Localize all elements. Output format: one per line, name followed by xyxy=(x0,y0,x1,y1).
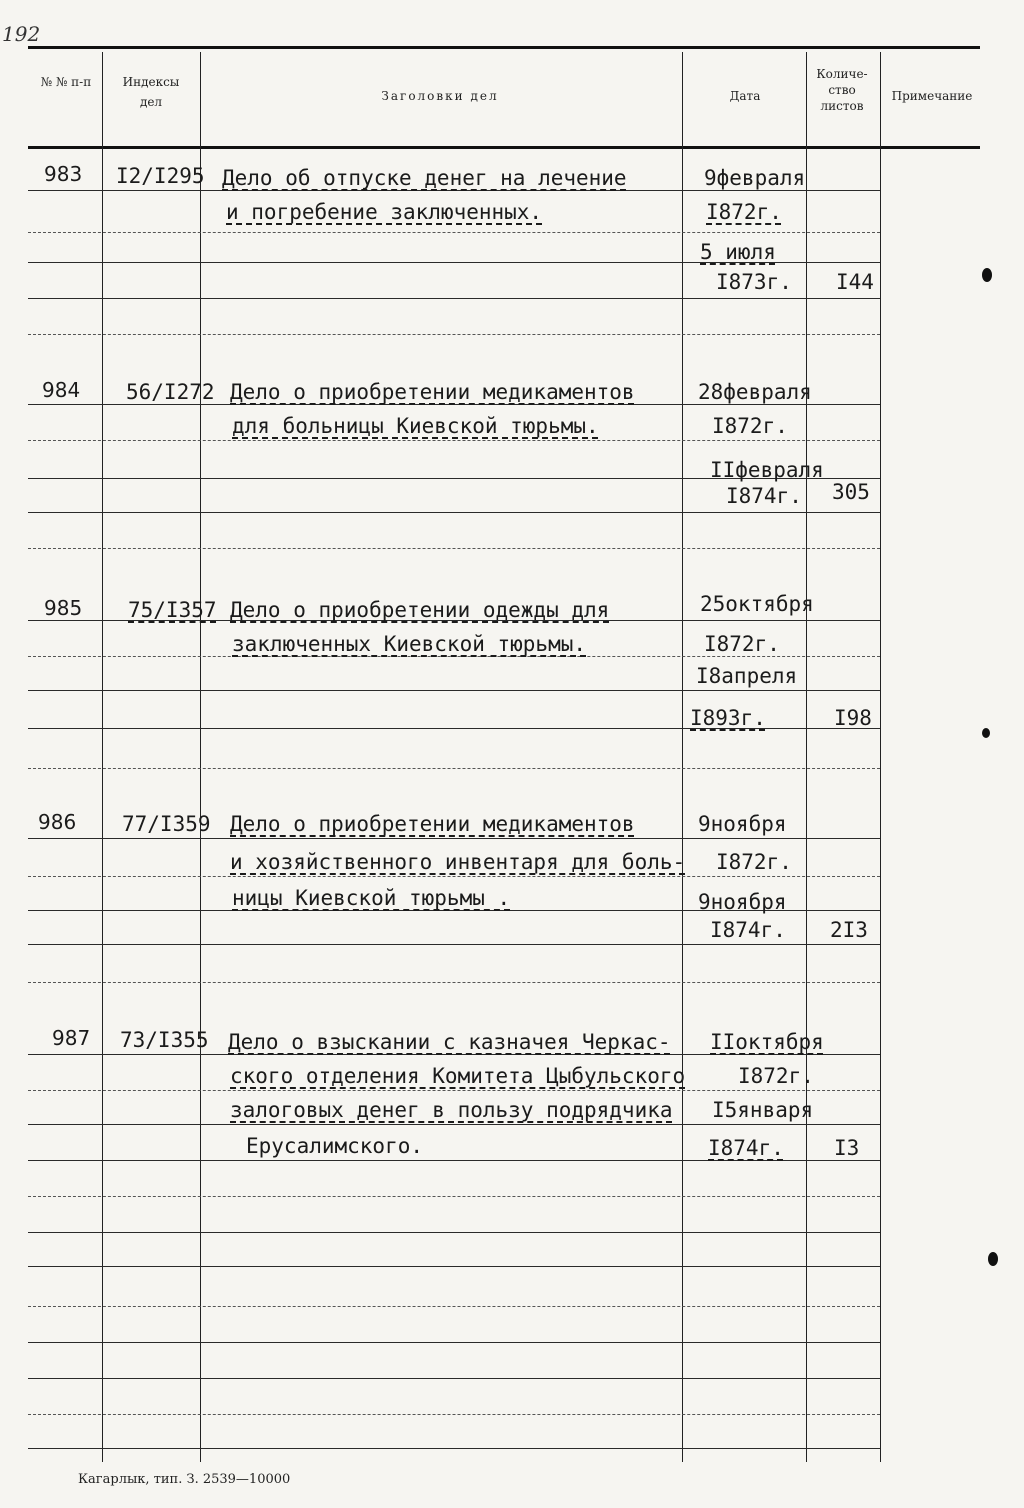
row-title-line: ского отделения Комитета Цыбульского xyxy=(230,1064,686,1088)
ruled-line xyxy=(28,876,880,877)
ruled-line xyxy=(28,548,880,549)
binding-hole-mark xyxy=(982,728,990,738)
row-title-line: Дело об отпуске денег на лечение xyxy=(222,166,627,190)
row-title-line: Дело о взыскании с казначея Черкас- xyxy=(228,1030,671,1054)
row-title-line: Дело о приобретении медикаментов xyxy=(230,380,635,404)
ruled-line xyxy=(28,1196,880,1197)
row-number: 984 xyxy=(42,378,81,402)
col-divider xyxy=(806,52,807,1462)
header-rule xyxy=(28,146,980,149)
ruled-line xyxy=(28,1342,880,1343)
ruled-line xyxy=(28,190,880,191)
ruled-line xyxy=(28,1266,880,1267)
row-date-start-year: I872г. xyxy=(738,1064,814,1088)
row-date-start-year: I872г. xyxy=(706,200,782,224)
header-num: № № п-п xyxy=(40,75,92,89)
row-title-line: и хозяйственного инвентаря для боль- xyxy=(230,850,686,874)
row-date-end-year: I874г. xyxy=(726,484,802,508)
page-number: 192 xyxy=(2,22,41,46)
ruled-line xyxy=(28,1090,880,1091)
row-date-start: 28февраля xyxy=(698,380,812,404)
row-date-start: 25октября xyxy=(700,592,814,616)
row-date-end-year: I893г. xyxy=(690,706,766,730)
row-date-start: 9февраля xyxy=(704,166,806,190)
header-index: Индексы дел xyxy=(122,75,180,109)
row-number: 985 xyxy=(44,596,83,620)
ruled-line xyxy=(28,982,880,983)
ruled-line xyxy=(28,690,880,691)
row-date-start-year: I872г. xyxy=(704,632,780,656)
row-number: 983 xyxy=(44,162,83,186)
header-note: Примечание xyxy=(891,89,973,103)
binding-hole-mark xyxy=(988,1252,998,1266)
ruled-line xyxy=(28,1414,880,1415)
row-index: 75/I357 xyxy=(128,598,217,622)
row-date-end-year: I874г. xyxy=(708,1136,784,1160)
ruled-line xyxy=(28,1448,880,1449)
ruled-line xyxy=(28,232,880,233)
ruled-line xyxy=(28,512,880,513)
top-rule xyxy=(28,46,980,49)
row-date-start-year: I872г. xyxy=(716,850,792,874)
ruled-line xyxy=(28,768,880,769)
row-title-line: Дело о приобретении медикаментов xyxy=(230,812,635,836)
ruled-line xyxy=(28,944,880,945)
col-divider xyxy=(102,52,103,1462)
ruled-line xyxy=(28,1232,880,1233)
ruled-line xyxy=(28,298,880,299)
row-date-end-year: I873г. xyxy=(716,270,792,294)
header-date: Дата xyxy=(729,89,761,103)
col-divider xyxy=(200,52,201,1462)
row-date-start: IIоктября xyxy=(710,1030,824,1054)
col-divider xyxy=(880,52,881,1462)
ruled-line xyxy=(28,838,880,839)
row-sheet-count: 305 xyxy=(832,480,870,504)
row-index: 56/I272 xyxy=(126,380,215,404)
binding-hole-mark xyxy=(982,268,992,282)
ruled-line xyxy=(28,404,880,405)
ruled-line xyxy=(28,656,880,657)
row-date-end: 5 июля xyxy=(700,240,776,264)
row-date-start-year: I872г. xyxy=(712,414,788,438)
header-title: Заголовки дел xyxy=(381,89,499,103)
row-sheet-count: 2I3 xyxy=(830,918,868,942)
row-title-line: заключенных Киевской тюрьмы. xyxy=(232,632,587,656)
header-count: Количе-ство листов xyxy=(816,67,868,113)
row-index: I2/I295 xyxy=(116,164,205,188)
row-title-line: Ерусалимского. xyxy=(246,1134,424,1158)
row-date-end-year: I874г. xyxy=(710,918,786,942)
row-title-line: и погребение заключенных. xyxy=(226,200,543,224)
row-sheet-count: I3 xyxy=(834,1136,860,1160)
row-title-line: залоговых денег в пользу подрядчика xyxy=(230,1098,673,1122)
ruled-line xyxy=(28,1160,880,1161)
row-title-line: Дело о приобретении одежды для xyxy=(230,598,610,622)
row-date-start: 9ноября xyxy=(698,812,787,836)
col-divider xyxy=(682,52,683,1462)
row-index: 77/I359 xyxy=(122,812,211,836)
printer-imprint: Кагарлык, тип. З. 2539—10000 xyxy=(78,1472,291,1487)
row-index: 73/I355 xyxy=(120,1028,209,1052)
ruled-line xyxy=(28,1124,880,1125)
row-title-line: ницы Киевской тюрьмы . xyxy=(232,886,511,910)
ruled-line xyxy=(28,1054,880,1055)
row-date-end: I5января xyxy=(712,1098,814,1122)
row-date-end: 9ноября xyxy=(698,890,787,914)
row-date-end: I8апреля xyxy=(696,664,798,688)
ruled-line xyxy=(28,334,880,335)
ruled-line xyxy=(28,440,880,441)
ruled-line xyxy=(28,1306,880,1307)
row-title-line: для больницы Киевской тюрьмы. xyxy=(232,414,599,438)
row-sheet-count: I98 xyxy=(834,706,872,730)
row-sheet-count: I44 xyxy=(836,270,874,294)
row-date-end: IIфевраля xyxy=(710,458,824,482)
ruled-line xyxy=(28,1378,880,1379)
row-number: 986 xyxy=(38,810,77,834)
row-number: 987 xyxy=(52,1026,91,1050)
